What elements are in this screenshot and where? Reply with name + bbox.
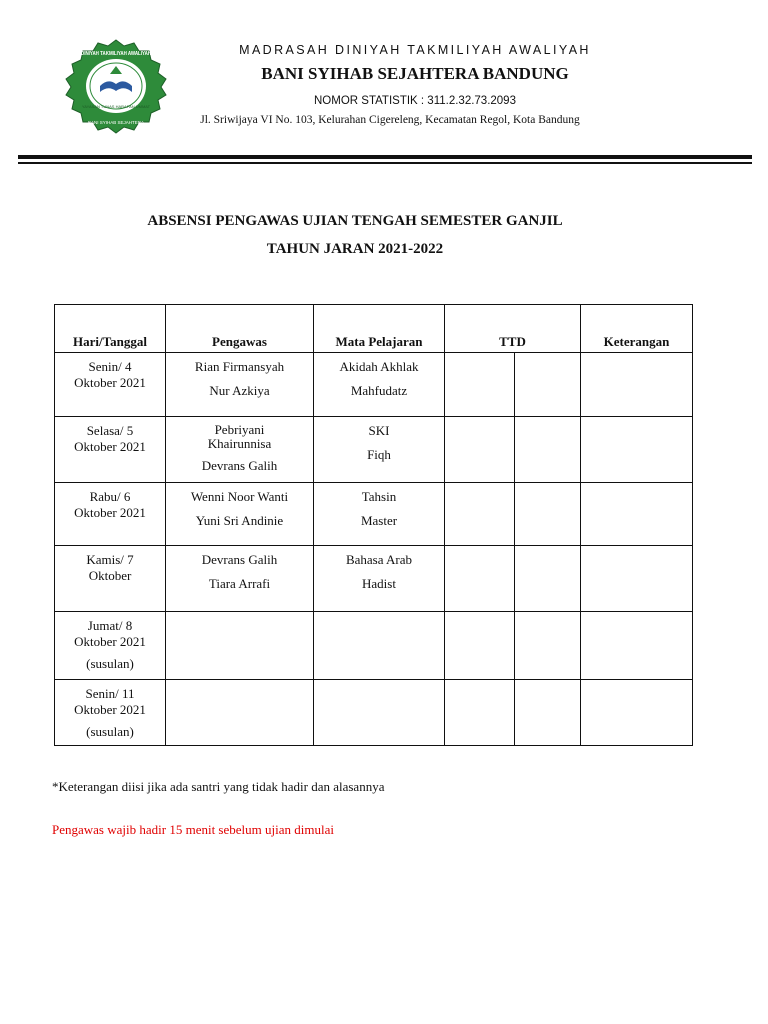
signature-cell-1[interactable] xyxy=(445,546,515,612)
notes-cell[interactable] xyxy=(581,680,693,746)
makeup-label: (susulan) xyxy=(86,656,134,671)
supervisor-2: Devrans Galih xyxy=(201,458,278,473)
attendance-table xyxy=(54,304,693,746)
date-day: Rabu/ 6 xyxy=(89,489,131,504)
signature-cell-2[interactable] xyxy=(515,546,581,612)
supervisor-1: Rian Firmansyah xyxy=(194,359,285,374)
statistic-number: NOMOR STATISTIK : 311.2.32.73.2093 xyxy=(314,95,516,107)
notes-cell[interactable] xyxy=(581,546,693,612)
svg-text:DINIYAH TAKMILIYAH AWALIYAH: DINIYAH TAKMILIYAH AWALIYAH xyxy=(81,51,152,57)
supervisor-cell[interactable] xyxy=(166,612,314,680)
school-name: BANI SYIHAB SEJAHTERA BANDUNG xyxy=(261,64,569,83)
signature-cell-2[interactable] xyxy=(515,353,581,417)
school-address: Jl. Sriwijaya VI No. 103, Kelurahan Cigereleng, Kecamatan Regol, Kota Bandung xyxy=(200,114,580,126)
subject-2: Mahfudatz xyxy=(350,383,408,398)
signature-cell-2[interactable] xyxy=(515,680,581,746)
subject-1: Akidah Akhlak xyxy=(339,359,419,374)
makeup-label: (susulan) xyxy=(86,724,134,739)
table-row xyxy=(55,612,693,680)
svg-text:YAYASAN TUNAS HARAPAN UMMAT: YAYASAN TUNAS HARAPAN UMMAT xyxy=(81,104,151,109)
date-month: Oktober 2021 xyxy=(74,505,146,520)
date-day: Kamis/ 7 xyxy=(86,552,134,567)
notes-cell[interactable] xyxy=(581,612,693,680)
subject-2: Hadist xyxy=(362,576,396,591)
date-day: Senin/ 4 xyxy=(88,359,132,374)
header-hari: Hari/Tanggal xyxy=(55,305,166,353)
footnote-keterangan: *Keterangan diisi jika ada santri yang tidak hadir dan alasannya xyxy=(52,779,385,794)
subject-2: Fiqh xyxy=(367,447,391,462)
warning-note: Pengawas wajib hadir 15 menit sebelum ujian dimulai xyxy=(52,822,334,837)
supervisor-2: Tiara Arrafi xyxy=(208,576,271,591)
school-type: MADRASAH DINIYAH TAKMILIYAH AWALIYAH xyxy=(239,43,591,57)
document-title: ABSENSI PENGAWAS UJIAN TENGAH SEMESTER GANJIL xyxy=(147,213,563,229)
date-day: Senin/ 11 xyxy=(85,686,135,701)
subject-1: Tahsin xyxy=(361,489,397,504)
header-divider-thin xyxy=(18,162,752,164)
subject-cell[interactable] xyxy=(314,680,445,746)
supervisor-1: Pebriyani Khairunnisa xyxy=(207,422,272,451)
svg-text:BANI SYIHAB SEJAHTERA: BANI SYIHAB SEJAHTERA xyxy=(87,120,145,125)
table-header-row xyxy=(55,305,693,353)
signature-cell-1[interactable] xyxy=(445,483,515,546)
supervisor-2: Yuni Sri Andinie xyxy=(195,513,284,528)
supervisor-cell[interactable] xyxy=(166,680,314,746)
madrasah-logo xyxy=(60,38,172,134)
subject-2: Master xyxy=(360,513,398,528)
notes-cell[interactable] xyxy=(581,483,693,546)
table-row xyxy=(55,417,693,483)
signature-cell-1[interactable] xyxy=(445,680,515,746)
date-month: Oktober 2021 xyxy=(74,634,146,649)
header-keterangan: Keterangan xyxy=(581,305,693,353)
header-mapel: Mata Pelajaran xyxy=(314,305,445,353)
header-divider-thick xyxy=(18,155,752,159)
document-subtitle: TAHUN JARAN 2021-2022 xyxy=(266,241,444,257)
date-month: Oktober xyxy=(88,568,132,583)
subject-cell[interactable] xyxy=(314,612,445,680)
table-row xyxy=(55,353,693,417)
date-day: Jumat/ 8 xyxy=(87,618,133,633)
date-day: Selasa/ 5 xyxy=(86,423,134,438)
signature-cell-1[interactable] xyxy=(445,417,515,483)
subject-1: SKI xyxy=(368,423,390,438)
notes-cell[interactable] xyxy=(581,353,693,417)
subject-1: Bahasa Arab xyxy=(345,552,413,567)
header-ttd: TTD xyxy=(445,305,581,353)
table-row xyxy=(55,483,693,546)
table-row xyxy=(55,546,693,612)
supervisor-1: Devrans Galih xyxy=(201,552,278,567)
date-month: Oktober 2021 xyxy=(74,702,146,717)
signature-cell-2[interactable] xyxy=(515,483,581,546)
date-month: Oktober 2021 xyxy=(74,375,146,390)
supervisor-2: Nur Azkiya xyxy=(209,383,270,398)
signature-cell-2[interactable] xyxy=(515,612,581,680)
signature-cell-2[interactable] xyxy=(515,417,581,483)
date-month: Oktober 2021 xyxy=(74,439,146,454)
signature-cell-1[interactable] xyxy=(445,353,515,417)
notes-cell[interactable] xyxy=(581,417,693,483)
header-pengawas: Pengawas xyxy=(166,305,314,353)
table-row xyxy=(55,680,693,746)
supervisor-1: Wenni Noor Wanti xyxy=(190,489,289,504)
signature-cell-1[interactable] xyxy=(445,612,515,680)
